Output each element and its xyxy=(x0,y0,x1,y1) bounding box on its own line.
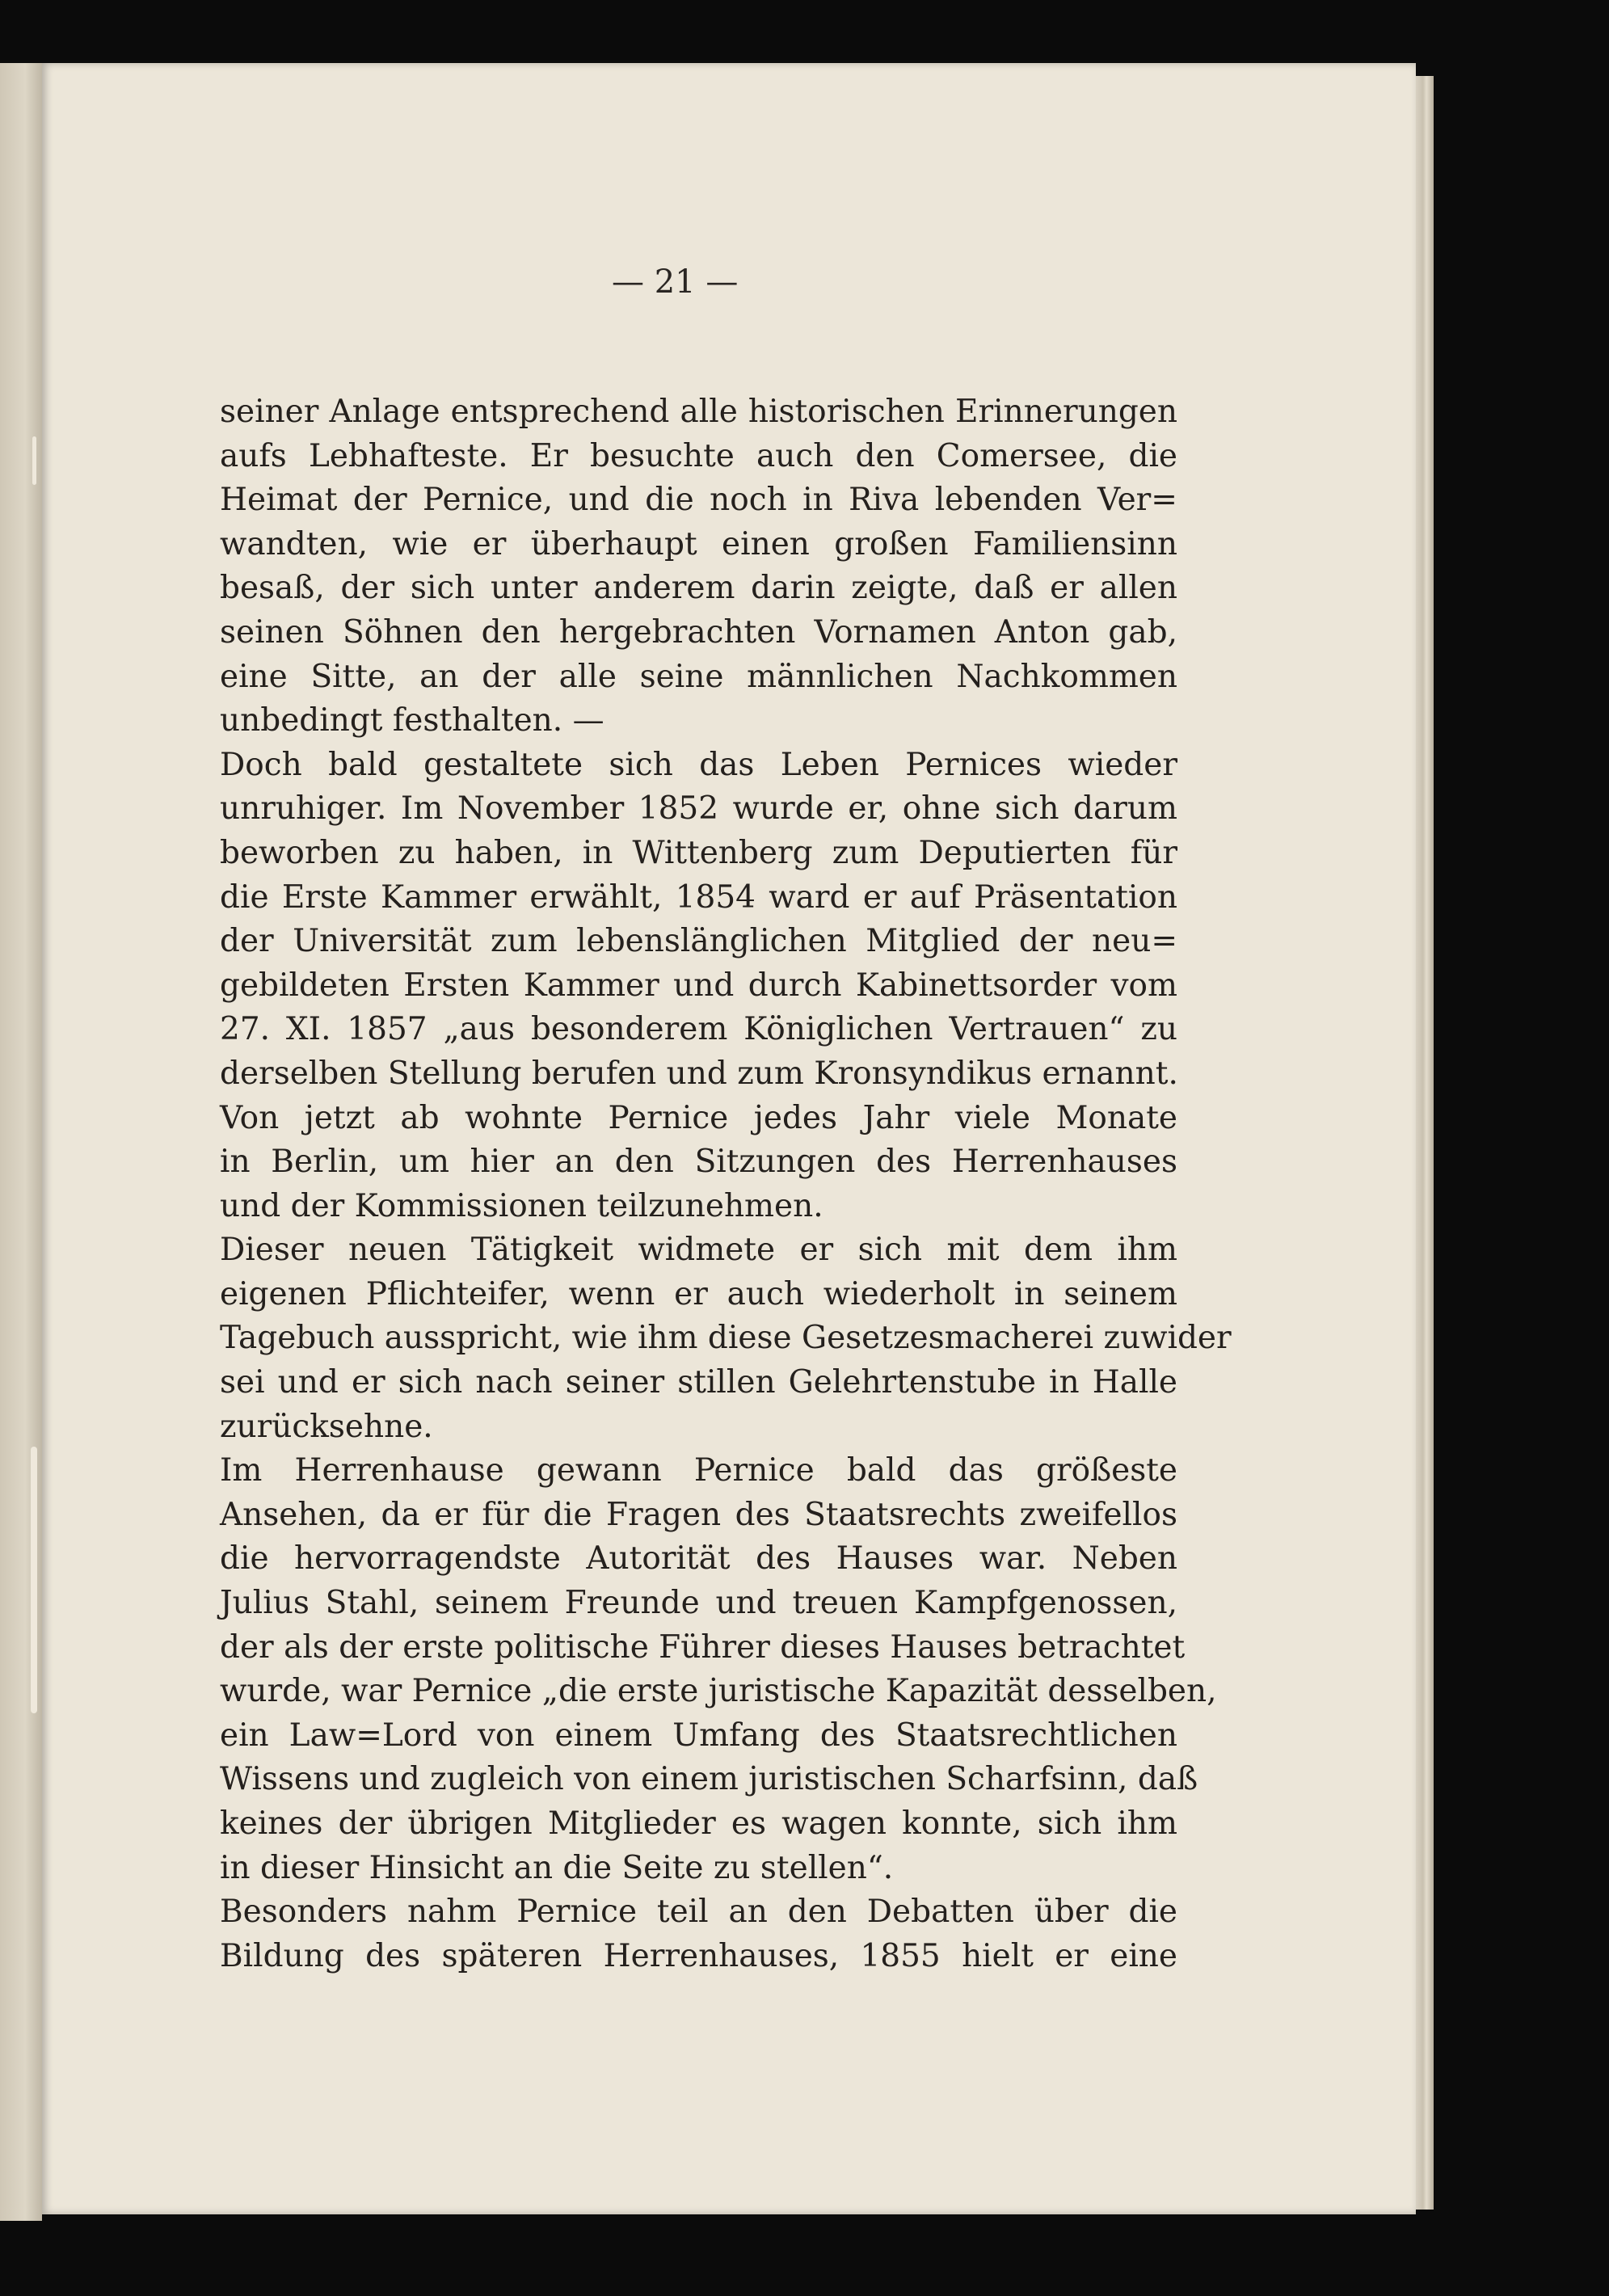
text-line: wurde, war Pernice „die erste juristische Kapazität desselben, xyxy=(220,1673,1217,1710)
text-line: 27. XI. 1857 „aus besonderem Königlichen Vertrauen“ zu xyxy=(220,1011,1177,1048)
text-line: Bildung des späteren Herrenhauses, 1855 hielt er eine xyxy=(220,1937,1177,1974)
body-text xyxy=(220,390,1232,1978)
text-line: eigenen Pflichteifer, wenn er auch wiederholt in seinem xyxy=(220,1275,1177,1312)
text-line: Besonders nahm Pernice teil an den Debatten über die xyxy=(220,1894,1177,1931)
binding-thread-top xyxy=(32,436,36,485)
text-line: unruhiger. Im November 1852 wurde er, ohne sich darum xyxy=(220,790,1177,828)
text-line: unbedingt festhalten. — xyxy=(220,702,604,739)
text-line: Im Herrenhause gewann Pernice bald das größeste xyxy=(220,1452,1177,1489)
text-line: ein Law=Lord von einem Umfang des Staatsrechtlichen xyxy=(220,1717,1177,1754)
text-line: derselben Stellung berufen und zum Kronsyndikus ernannt. xyxy=(220,1055,1178,1092)
text-line: gebildeten Ersten Kammer und durch Kabinettsorder vom xyxy=(220,967,1177,1004)
book-page xyxy=(42,63,1416,2214)
page-stack-edge xyxy=(1416,76,1434,2210)
text-line: in dieser Hinsicht an die Seite zu stellen“. xyxy=(220,1849,894,1886)
text-line: besaß, der sich unter anderem darin zeigte, daß er allen xyxy=(220,570,1177,607)
text-line: Ansehen, da er für die Fragen des Staatsrechts zweifellos xyxy=(220,1496,1177,1533)
text-line: Wissens und zugleich von einem juristischen Scharfsinn, daß xyxy=(220,1761,1198,1798)
text-line: Dieser neuen Tätigkeit widmete er sich mit dem ihm xyxy=(220,1232,1177,1269)
text-line: in Berlin, um hier an den Sitzungen des Herrenhauses xyxy=(220,1144,1177,1181)
page-number-text: — 21 — xyxy=(612,263,739,301)
text-line: sei und er sich nach seiner stillen Gelehrtenstube in Halle xyxy=(220,1364,1177,1401)
text-line: wandten, wie er überhaupt einen großen Familiensinn xyxy=(220,525,1177,562)
text-line: eine Sitte, an der alle seine männlichen Nachkommen xyxy=(220,658,1177,695)
binding-thread xyxy=(31,1447,37,1713)
text-line: Von jetzt ab wohnte Pernice jedes Jahr viele Monate xyxy=(220,1099,1177,1136)
text-line: seiner Anlage entsprechend alle historischen Erinnerungen xyxy=(220,394,1177,430)
text-line: Julius Stahl, seinem Freunde und treuen Kampfgenossen, xyxy=(220,1585,1177,1622)
text-line: zurücksehne. xyxy=(220,1408,433,1445)
text-line: seinen Söhnen den hergebrachten Vornamen Anton gab, xyxy=(220,613,1177,651)
text-line: die hervorragendste Autorität des Hauses war. Neben xyxy=(220,1540,1177,1578)
text-line: Doch bald gestaltete sich das Leben Pernices wieder xyxy=(220,746,1177,783)
facing-page-edge xyxy=(0,63,42,2221)
text-line: und der Kommissionen teilzunehmen. xyxy=(220,1187,823,1224)
text-line: der als der erste politische Führer dieses Hauses betrachtet xyxy=(220,1628,1186,1666)
text-line: der Universität zum lebenslänglichen Mitglied der neu= xyxy=(220,923,1177,960)
text-line: keines der übrigen Mitglieder es wagen konnte, sich ihm xyxy=(220,1805,1177,1842)
text-line: die Erste Kammer erwählt, 1854 ward er auf Präsentation xyxy=(220,878,1177,916)
text-line: Tagebuch ausspricht, wie ihm diese Gesetzesmacherei zuwider xyxy=(220,1320,1232,1357)
text-line: Heimat der Pernice, und die noch in Riva lebenden Ver= xyxy=(220,482,1177,519)
text-line: beworben zu haben, in Wittenberg zum Deputierten für xyxy=(220,834,1177,871)
text-line: aufs Lebhafteste. Er besuchte auch den Comersee, die xyxy=(220,437,1177,474)
